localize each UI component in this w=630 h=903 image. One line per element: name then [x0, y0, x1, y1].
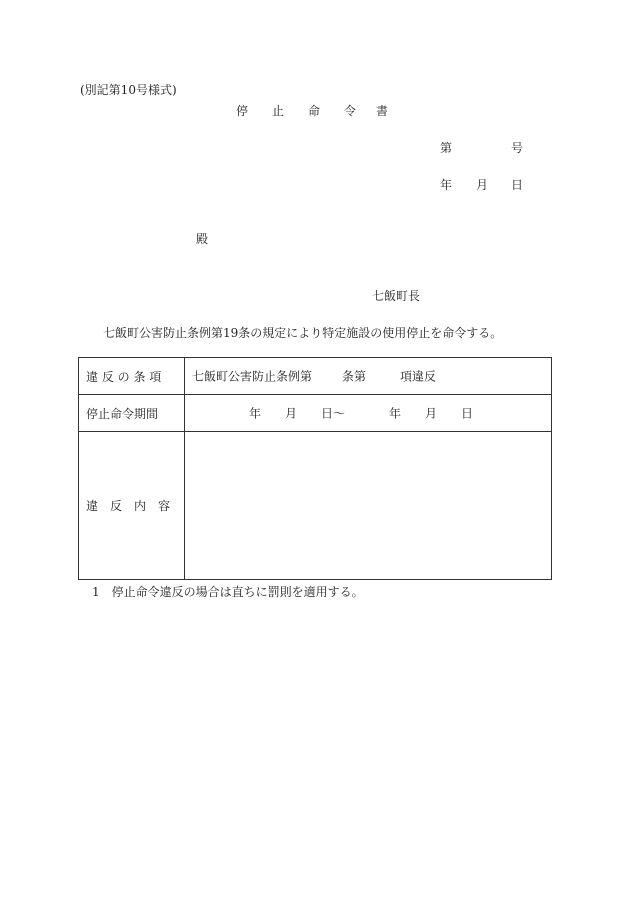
stop-period-label: 停止命令期間 — [79, 395, 185, 432]
title-char: 書 — [376, 104, 389, 118]
title-char: 停 — [236, 104, 249, 118]
paragraph-suffix: 項違反 — [400, 369, 437, 384]
violation-content-label: 違 反 内 容 — [79, 432, 185, 580]
start-month: 月 — [285, 406, 298, 421]
date-month: 月 — [476, 178, 489, 192]
order-details-table — [78, 357, 552, 580]
start-day: 日〜 — [321, 406, 346, 421]
table-row — [79, 432, 552, 580]
title-char: 止 — [272, 104, 285, 118]
article-suffix: 条第 — [342, 369, 367, 384]
date-day: 日 — [511, 178, 524, 192]
ordinance-prefix: 七飯町公害防止条例第 — [192, 369, 313, 384]
issuer: 七飯町長 — [372, 289, 421, 303]
violation-content-field[interactable] — [185, 432, 552, 580]
violation-clause-label: 違 反 の 条 項 — [79, 358, 185, 395]
doc-number-dai: 第 — [440, 141, 453, 155]
table-row — [79, 395, 552, 432]
stop-period-field[interactable] — [185, 395, 552, 432]
end-year: 年 — [389, 406, 402, 421]
penalty-note: 1 停止命令違反の場合は直ちに罰則を適用する。 — [92, 585, 364, 599]
start-year: 年 — [249, 406, 262, 421]
violation-clause-field[interactable] — [185, 358, 552, 395]
doc-number-go: 号 — [511, 141, 524, 155]
table-row — [79, 358, 552, 395]
title-char: 令 — [344, 104, 357, 118]
form-number: (別記第10号様式) — [80, 83, 177, 97]
end-day: 日 — [461, 406, 474, 421]
addressee: 殿 — [196, 232, 209, 246]
end-month: 月 — [425, 406, 438, 421]
date-year: 年 — [440, 178, 453, 192]
order-text: 七飯町公害防止条例第19条の規定により特定施設の使用停止を命令する。 — [103, 326, 503, 340]
title-char: 命 — [308, 104, 321, 118]
